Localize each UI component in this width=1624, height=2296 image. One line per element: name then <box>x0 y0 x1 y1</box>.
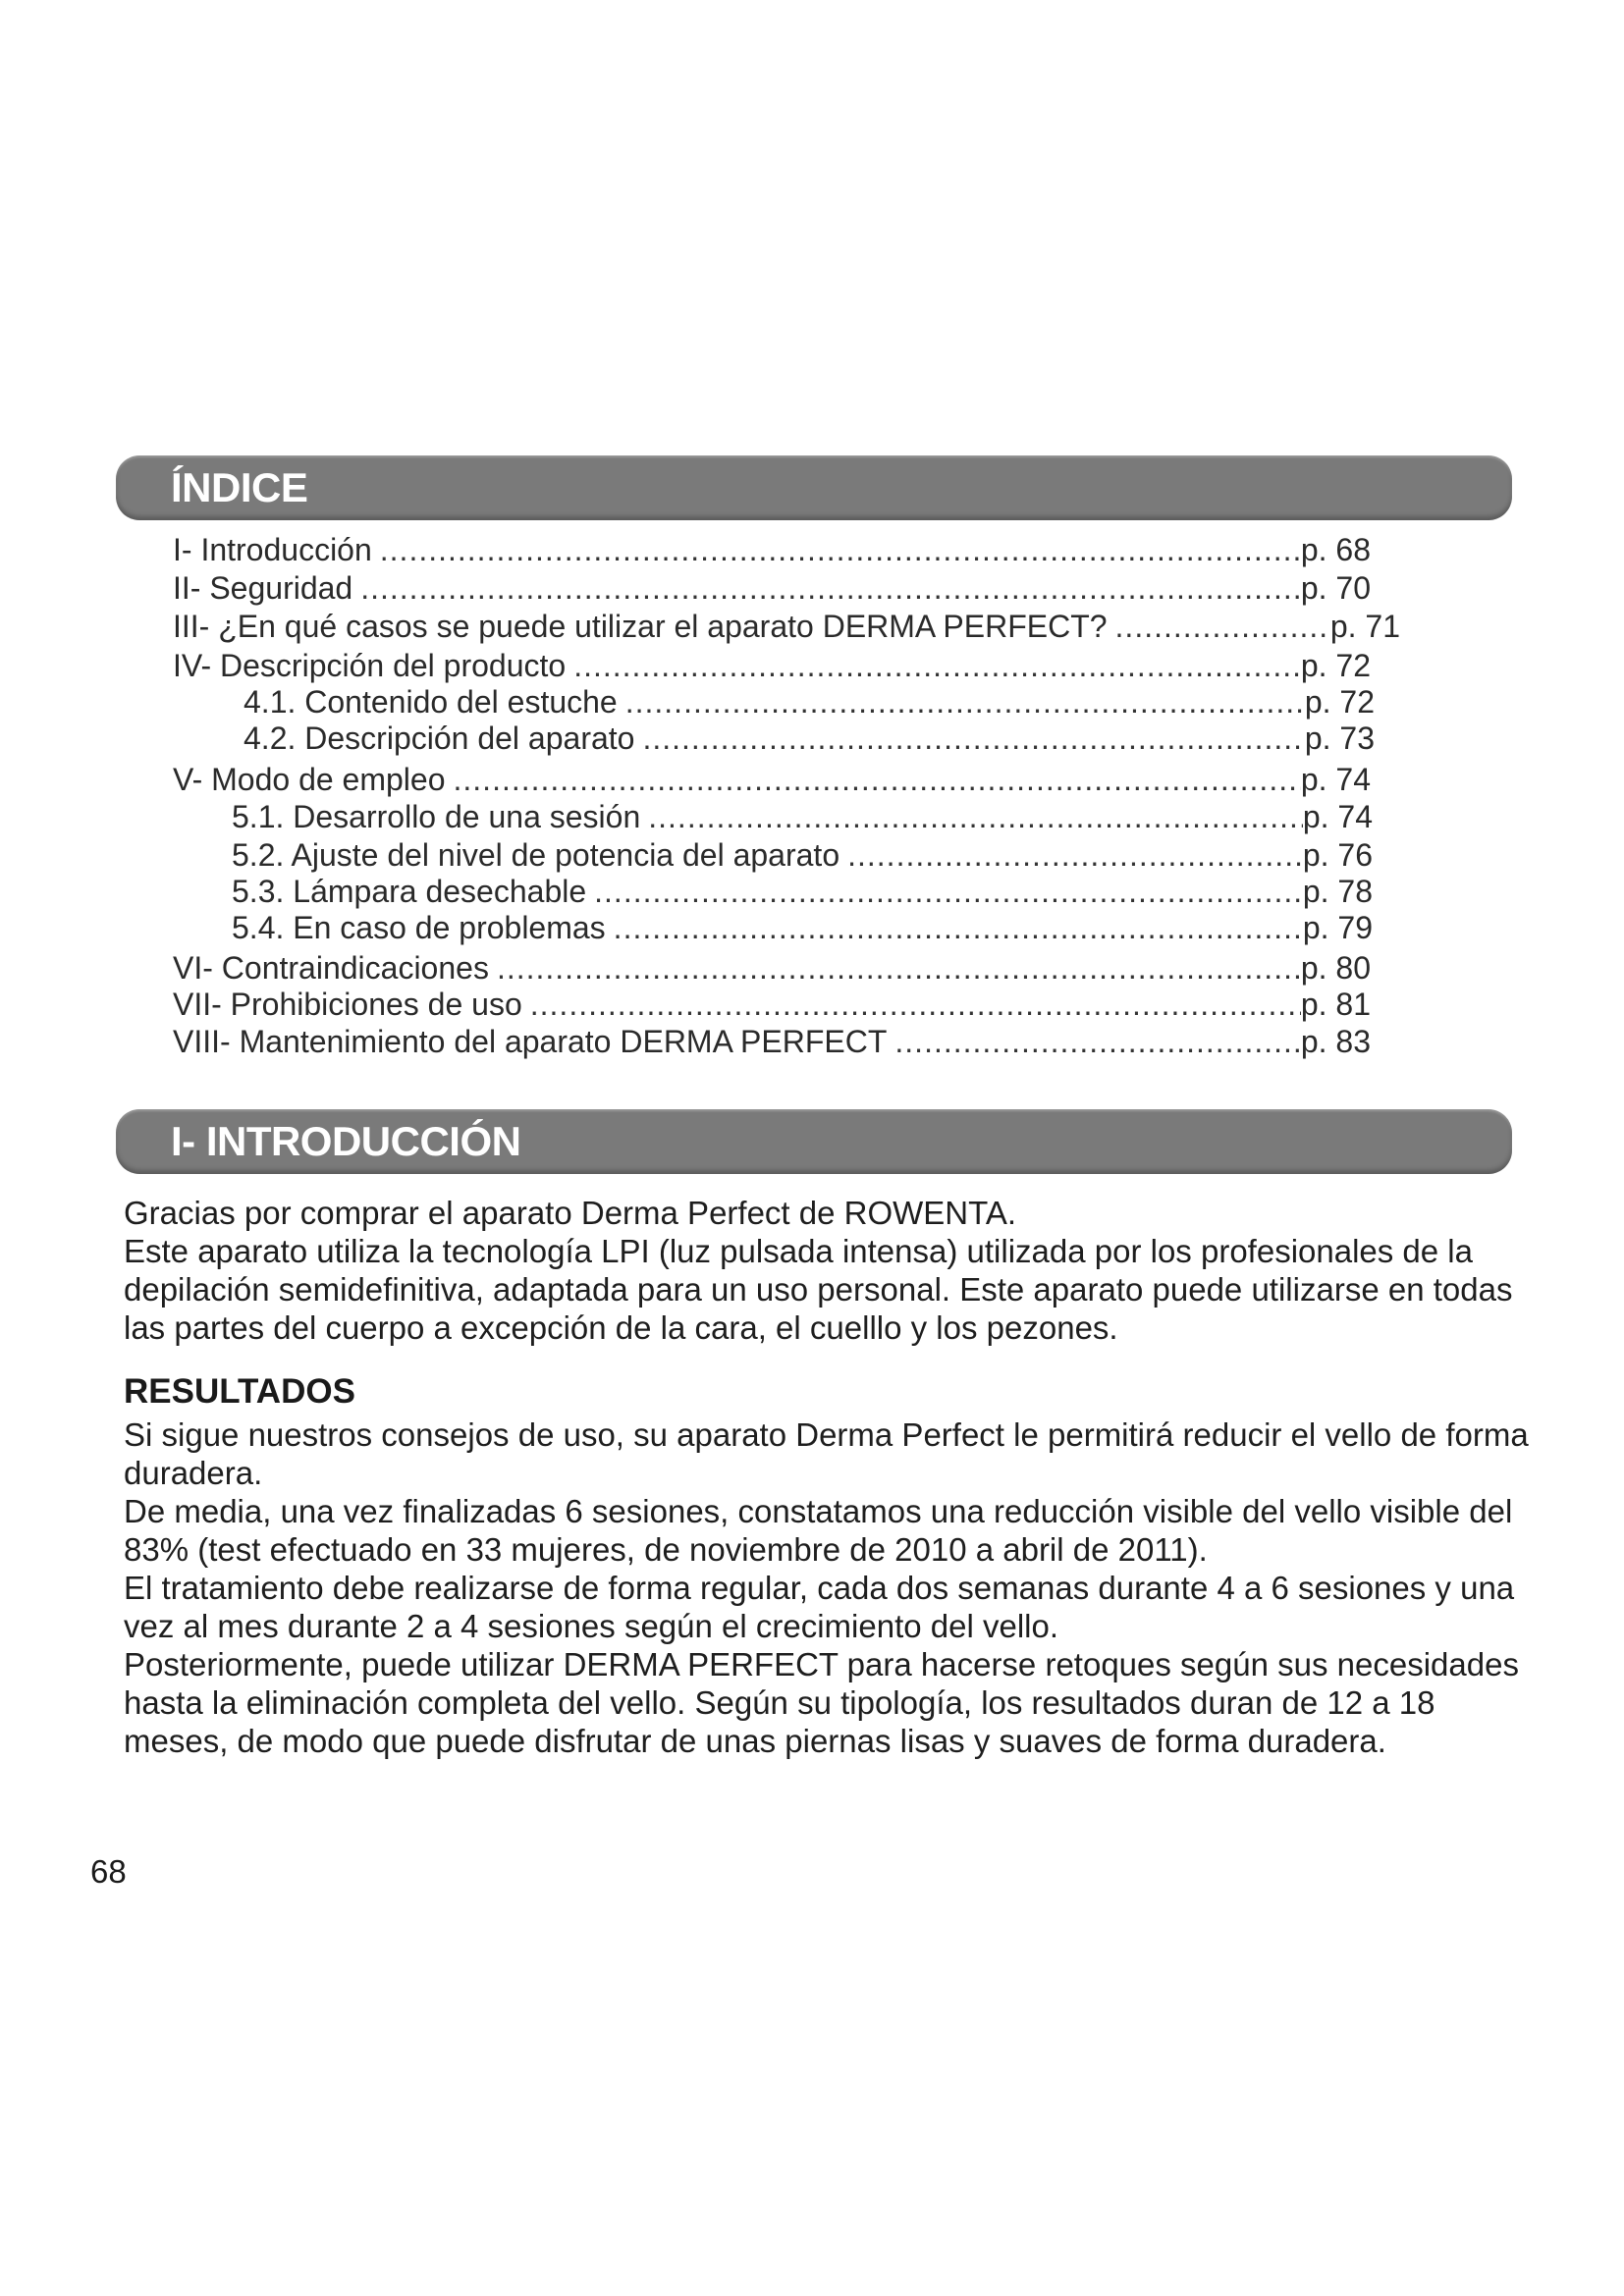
toc-entry[interactable]: VII- Prohibiciones de uso ..... p. 81 <box>173 987 1371 1023</box>
text-line: 83% (test efectuado en 33 mujeres, de noviembre de 2010 a abril de 2011). <box>124 1531 1208 1568</box>
intro-title: I- INTRODUCCIÓN <box>171 1118 521 1164</box>
toc-entry[interactable]: II- Seguridad ..... p. 70 <box>173 570 1371 607</box>
toc-entry[interactable]: V- Modo de empleo ..... p. 74 <box>173 762 1371 798</box>
toc-entry[interactable]: 5.2. Ajuste del nivel de potencia del aparato ..... p. 76 <box>173 837 1373 874</box>
toc-entry[interactable]: 5.4. En caso de problemas ..... p. 79 <box>173 910 1373 946</box>
toc-title: ÍNDICE <box>171 464 308 510</box>
text-line: depilación semidefinitiva, adaptada para un uso personal. Este aparato puede utilizarse en todas <box>124 1271 1513 1308</box>
text-line: De media, una vez finalizadas 6 sesiones, constatamos una reducción visible del vello visible del <box>124 1493 1513 1529</box>
toc-entry[interactable]: III- ¿En qué casos se puede utilizar el aparato DERMA PERFECT? ..... p. 71 <box>173 609 1400 645</box>
text-line: duradera. <box>124 1455 263 1491</box>
toc-banner <box>116 455 1512 520</box>
results-text <box>124 1415 1597 1760</box>
toc-entry[interactable]: 5.3. Lámpara desechable ..... p. 78 <box>173 874 1373 910</box>
text-line: meses, de modo que puede disfrutar de unas piernas lisas y suaves de forma duradera. <box>124 1723 1386 1759</box>
text-line: las partes del cuerpo a excepción de la cara, el cuelllo y los pezones. <box>124 1309 1118 1346</box>
intro-banner <box>116 1109 1512 1174</box>
results-section <box>124 1372 1597 1760</box>
text-line: vez al mes durante 2 a 4 sesiones según el crecimiento del vello. <box>124 1608 1059 1644</box>
text-line: hasta la eliminación completa del vello. Según su tipología, los resultados duran de 12 a 18 <box>124 1684 1435 1721</box>
toc-entry[interactable]: IV- Descripción del producto ..... p. 72 <box>173 648 1371 684</box>
text-line: Este aparato utiliza la tecnología LPI (luz pulsada intensa) utilizada por los profesionales de la <box>124 1233 1473 1269</box>
text-line: El tratamiento debe realizarse de forma regular, cada dos semanas durante 4 a 6 sesiones y una <box>124 1570 1515 1606</box>
toc-entry[interactable]: VIII- Mantenimiento del aparato DERMA PERFECT ..... p. 83 <box>173 1024 1371 1060</box>
text-line: Posteriormente, puede utilizar DERMA PERFECT para hacerse retoques según sus necesidades <box>124 1646 1519 1682</box>
text-line: Gracias por comprar el aparato Derma Perfect de ROWENTA. <box>124 1195 1017 1231</box>
toc-entry[interactable]: 5.1. Desarrollo de una sesión ..... p. 74 <box>173 799 1373 835</box>
toc-entry[interactable]: 4.2. Descripción del aparato ..... p. 73 <box>173 721 1375 757</box>
intro-paragraph <box>124 1194 1597 1347</box>
page-number: 68 <box>90 1853 127 1890</box>
toc-entry[interactable]: VI- Contraindicaciones ..... p. 80 <box>173 950 1371 987</box>
intro-text <box>124 1194 1597 1347</box>
toc-entry[interactable]: 4.1. Contenido del estuche ..... p. 72 <box>173 684 1375 721</box>
results-heading: RESULTADOS <box>124 1372 355 1411</box>
toc-entry[interactable]: I- Introducción ..... p. 68 <box>173 532 1371 568</box>
text-line: Si sigue nuestros consejos de uso, su aparato Derma Perfect le permitirá reducir el vello de forma <box>124 1416 1529 1453</box>
